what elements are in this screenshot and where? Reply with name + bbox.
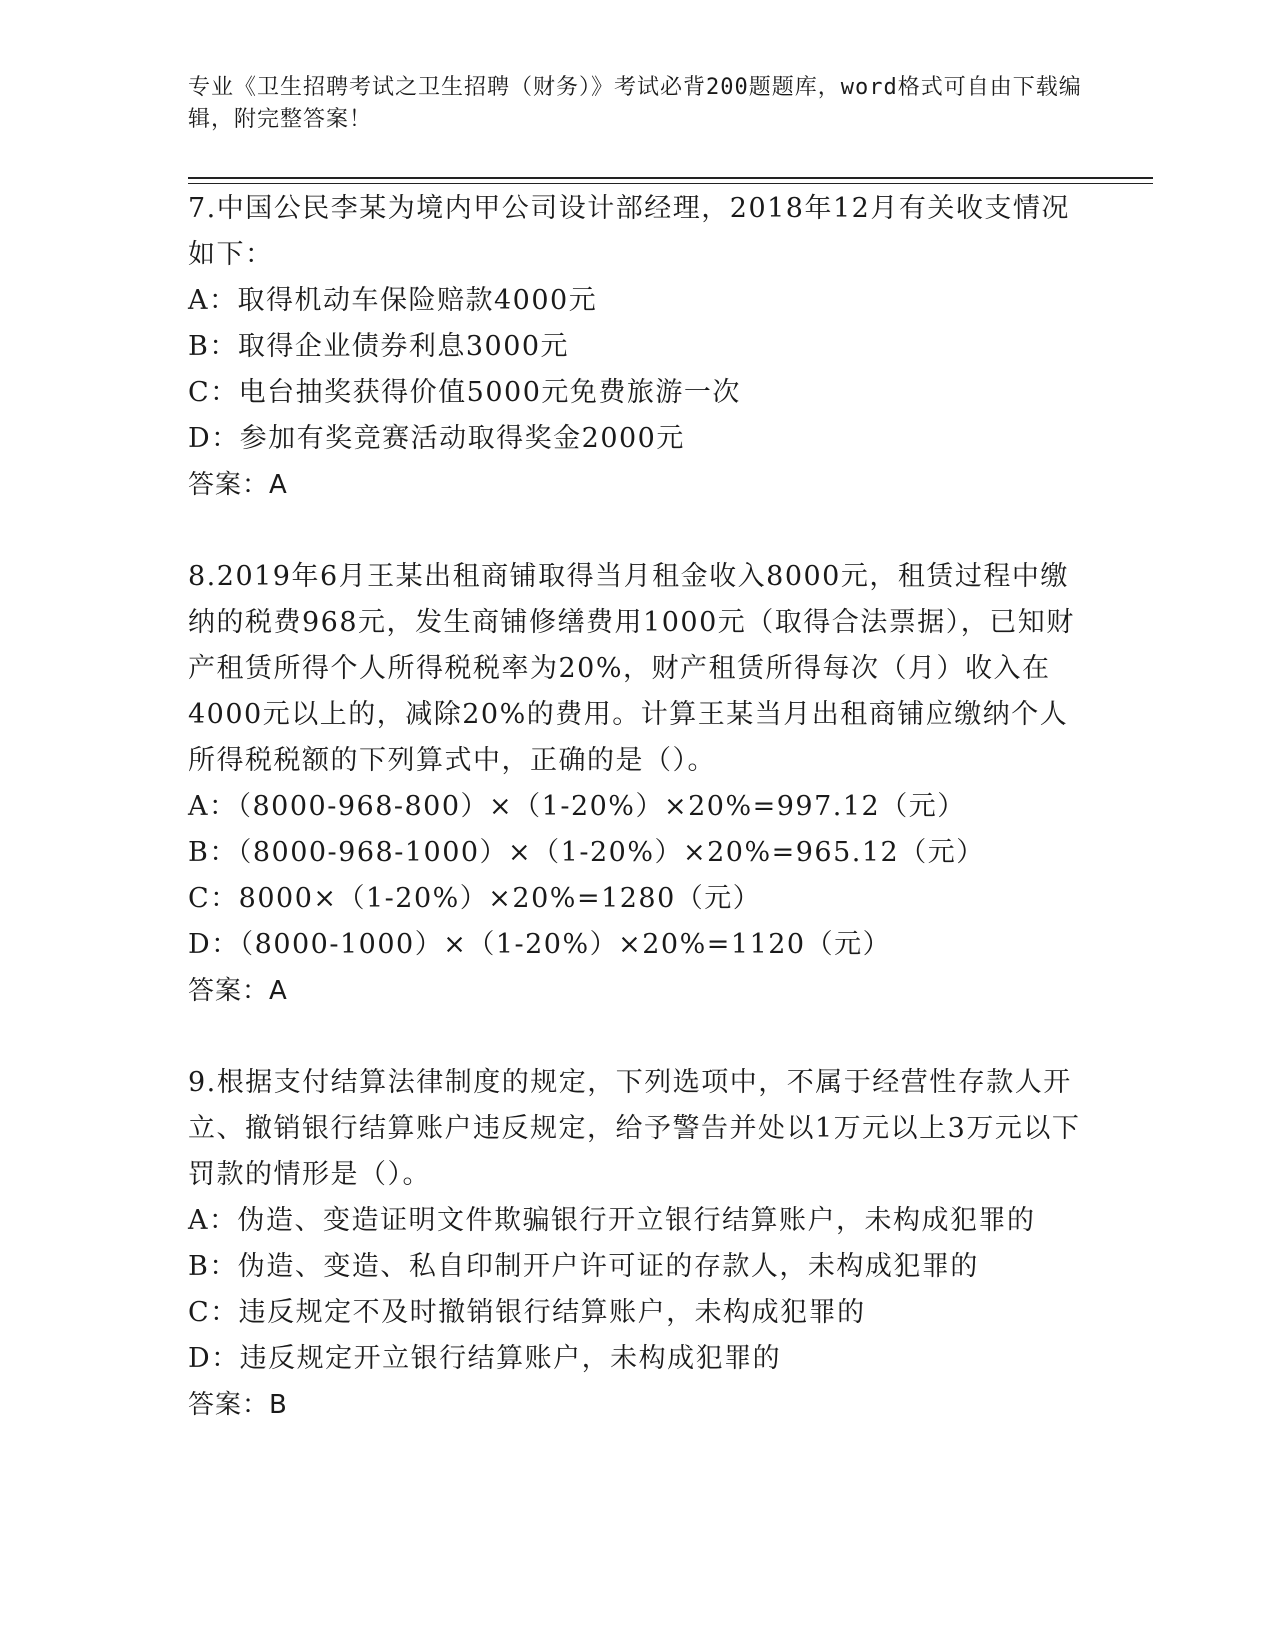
answer-line: 答案：A [188, 470, 288, 500]
question-stem: 8.2019年6月王某出租商铺取得当月租金收入8000元，租赁过程中缴纳的税费968元，发生商铺修缮费用1000元（取得合法票据），已知财产租赁所得个人所得税税率为20%，财产租赁所得每次（月）收入在4000元以上的，减除20%的费用。计算王某当月出租商铺应缴纳个人所得税税额的下列算式中，正确的是（）。 [188, 561, 1075, 776]
option-b: B：（8000-968-1000）×（1-20%）×20%=965.12（元） [188, 837, 985, 868]
document-header: 专业《卫生招聘考试之卫生招聘（财务）》考试必背200题题库，word格式可自由下载编辑，附完整答案！ [188, 75, 1082, 132]
question-spacer [188, 1014, 1088, 1060]
option-a: A：（8000-968-800）×（1-20%）×20%=997.12（元） [188, 791, 966, 822]
header-divider-thick [188, 177, 1153, 179]
question-stem: 9.根据支付结算法律制度的规定，下列选项中，不属于经营性存款人开立、撤销银行结算账户违反规定，给予警告并处以1万元以上3万元以下罚款的情形是（）。 [188, 1067, 1081, 1190]
question-stem: 7.中国公民李某为境内甲公司设计部经理，2018年12月有关收支情况如下： [188, 193, 1070, 270]
option-a: A：取得机动车保险赔款4000元 [188, 285, 598, 316]
option-b: B：取得企业债券利息3000元 [188, 331, 570, 362]
question-spacer [188, 508, 1088, 554]
answer-line: 答案：A [188, 976, 288, 1006]
option-c: C：电台抽奖获得价值5000元免费旅游一次 [188, 377, 741, 408]
option-c: C：违反规定不及时撤销银行结算账户，未构成犯罪的 [188, 1297, 866, 1328]
option-a: A：伪造、变造证明文件欺骗银行开立银行结算账户，未构成犯罪的 [188, 1205, 1036, 1236]
question-list [188, 186, 1088, 1428]
option-b: B：伪造、变造、私自印制开户许可证的存款人，未构成犯罪的 [188, 1251, 979, 1282]
question-7 [188, 186, 1088, 508]
option-d: D：参加有奖竞赛活动取得奖金2000元 [188, 423, 685, 454]
answer-line: 答案：B [188, 1390, 288, 1420]
header-divider-thin [188, 183, 1153, 184]
question-8 [188, 554, 1088, 1014]
option-d: D：（8000-1000）×（1-20%）×20%=1120（元） [188, 929, 892, 960]
option-c: C：8000×（1-20%）×20%=1280（元） [188, 883, 762, 914]
question-9 [188, 1060, 1088, 1428]
option-d: D：违反规定开立银行结算账户，未构成犯罪的 [188, 1343, 782, 1374]
